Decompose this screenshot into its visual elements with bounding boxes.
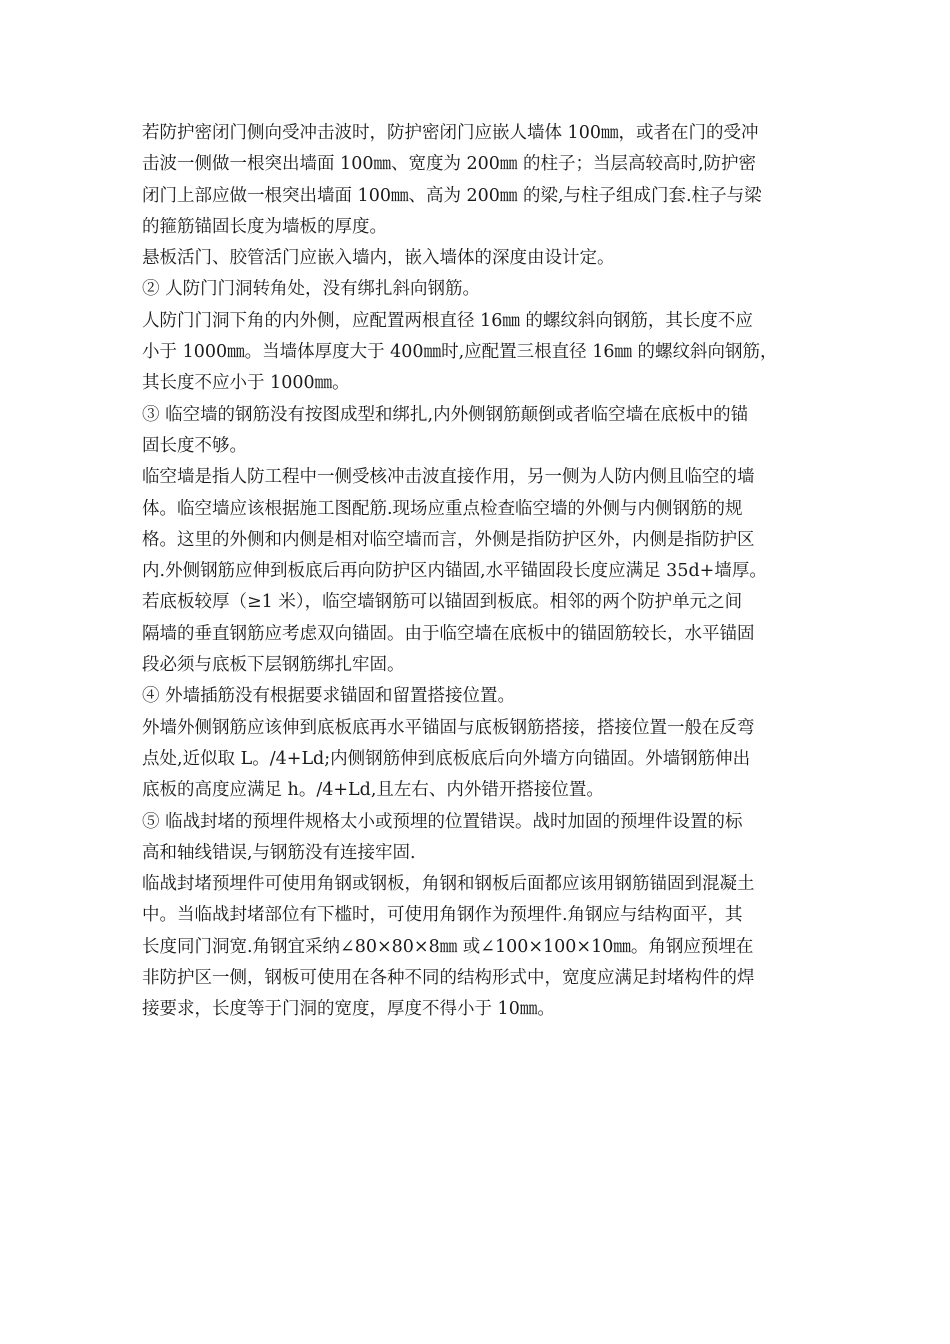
text-line: ③ 临空墙的钢筋没有按图成型和绑扎,内外侧钢筋颠倒或者临空墙在底板中的锚 <box>142 404 749 425</box>
text-line: ② 人防门门洞转角处，没有绑扎斜向钢筋。 <box>142 279 481 300</box>
text-line: 临空墙是指人防工程中一侧受核冲击波直接作用，另一侧为人防内侧且临空的墙 <box>142 467 755 488</box>
text-line: 长度同门洞宽.角钢宜采纳∠80×80×8㎜ 或∠100×100×10㎜。角钢应预埋在 <box>142 936 754 957</box>
text-line: 击波一侧做一根突出墙面 100㎜、宽度为 200㎜ 的柱子；当层高较高时,防护密 <box>142 154 757 175</box>
text-line: 外墙外侧钢筋应该伸到底板底再水平锚固与底板钢筋搭接，搭接位置一般在反弯 <box>142 717 755 738</box>
text-line: 固长度不够。 <box>142 435 247 456</box>
document-body <box>142 118 832 1026</box>
text-line: 格。这里的外侧和内侧是相对临空墙而言，外侧是指防护区外，内侧是指防护区 <box>142 529 755 550</box>
text-line: 其长度不应小于 1000㎜。 <box>142 373 350 394</box>
text-line: 若防护密闭门侧向受冲击波时，防护密闭门应嵌人墙体 100㎜，或者在门的受冲 <box>142 123 759 143</box>
text-line: 隔墙的垂直钢筋应考虑双向锚固。由于临空墙在底板中的锚固筋较长，水平锚固 <box>142 623 755 644</box>
text-line: 内.外侧钢筋应伸到板底后再向防护区内锚固,水平锚固段长度应满足 35d+墙厚。 <box>142 561 767 582</box>
text-line: 高和轴线错误,与钢筋没有连接牢固. <box>142 842 416 863</box>
text-line: ④ 外墙插筋没有根据要求锚固和留置搭接位置。 <box>142 686 516 707</box>
text-line: 临战封堵预埋件可使用角钢或钢板，角钢和钢板后面都应该用钢筋锚固到混凝土 <box>142 874 755 895</box>
text-line: 点处,近似取 L。/4+Ld;内侧钢筋伸到底板底后向外墙方向锚固。外墙钢筋伸出 <box>142 748 751 769</box>
text-line: 若底板较厚（≥1 米），临空墙钢筋可以锚固到板底。相邻的两个防护单元之间 <box>142 592 743 613</box>
text-line: 底板的高度应满足 h。/4+Ld,且左右、内外错开搭接位置。 <box>142 780 604 801</box>
text-line: 的箍筋锚固长度为墙板的厚度。 <box>142 216 387 237</box>
text-line: 中。当临战封堵部位有下槛时，可使用角钢作为预埋件.角钢应与结构面平，其 <box>142 905 743 926</box>
text-line: ⑤ 临战封堵的预埋件规格太小或预埋的位置错误。战时加固的预埋件设置的标 <box>142 811 743 832</box>
text-line: 体。临空墙应该根据施工图配筋.现场应重点检查临空墙的外侧与内侧钢筋的规 <box>142 498 743 519</box>
text-line: 闭门上部应做一根突出墙面 100㎜、高为 200㎜ 的梁,与柱子组成门套.柱子与梁 <box>142 185 762 206</box>
text-line: 悬板活门、胶管活门应嵌入墙内，嵌入墙体的深度由设计定。 <box>142 248 615 269</box>
text-line: 小于 1000㎜。当墙体厚度大于 400㎜时,应配置三根直径 16㎜ 的螺纹斜向钢筋， <box>142 342 778 363</box>
text-line: 人防门门洞下角的内外侧，应配置两根直径 16㎜ 的螺纹斜向钢筋，其长度不应 <box>142 310 753 331</box>
text-line: 接要求，长度等于门洞的宽度，厚度不得小于 10㎜。 <box>142 999 555 1020</box>
text-line: 非防护区一侧，钢板可使用在各种不同的结构形式中，宽度应满足封堵构件的焊 <box>142 968 755 989</box>
text-line: 段必须与底板下层钢筋绑扎牢固。 <box>142 655 405 676</box>
